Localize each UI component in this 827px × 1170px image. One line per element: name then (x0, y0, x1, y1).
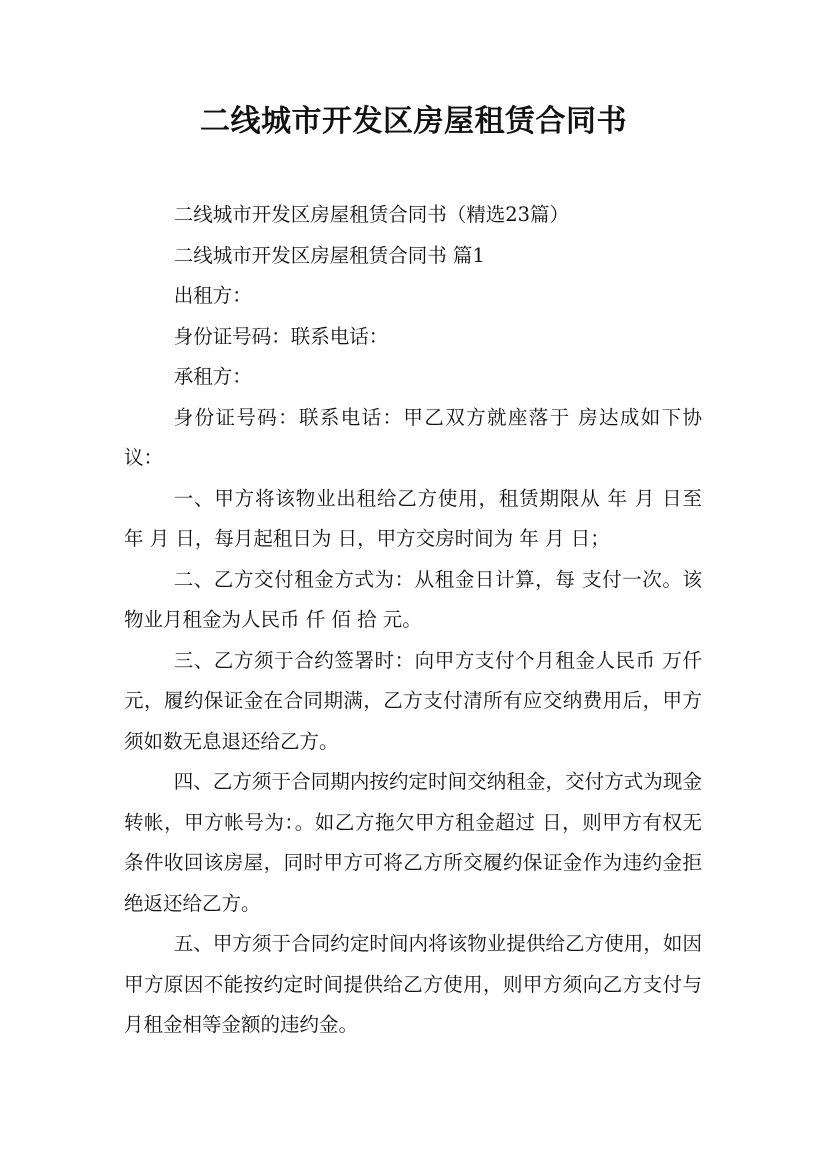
paragraph-clause-4: 四、乙方须于合同期内按约定时间交纳租金，交付方式为现金 转帐，甲方帐号为：。如乙方拖欠甲方租金超过 日，则甲方有权无条件收回该房屋，同时甲方可将乙方所交履约保证金作为违约金拒绝返还给乙方。 (124, 770, 702, 915)
paragraph-lessee: 承租方： (173, 365, 252, 388)
paragraph-clause-1: 一、甲方将该物业出租给乙方使用，租赁期限从 年 月 日至 年 月 日，每月起租日为 日，甲方交房时间为 年 月 日； (124, 486, 702, 550)
document-title: 二线城市开发区房屋租赁合同书 (200, 104, 627, 139)
paragraph-clause-3: 三、乙方须于合约签署时：向甲方支付个月租金人民币 万仟元，履约保证金在合同期满，乙方支付清所有应交纳费用后，甲方须如数无息退还给乙方。 (124, 648, 702, 753)
paragraph-clause-5: 五、甲方须于合同约定时间内将该物业提供给乙方使用，如因甲方原因不能按约定时间提供给乙方使用，则甲方须向乙方支付与月租金相等金额的违约金。 (124, 932, 702, 1036)
paragraph-subtitle: 二线城市开发区房屋租赁合同书（精选23篇） (173, 203, 570, 226)
paragraph-lessor: 出租方： (173, 284, 252, 307)
document-body (124, 195, 702, 1046)
paragraph-clause-2: 二、乙方交付租金方式为：从租金日计算，每 支付一次。该物业月租金为人民币 仟 佰 拾 元。 (124, 567, 702, 631)
paragraph-section-heading: 二线城市开发区房屋租赁合同书 篇1 (173, 243, 485, 267)
paragraph-lessee-id: 身份证号码：联系电话：甲乙双方就座落于 房达成如下协议： (124, 405, 702, 469)
paragraph-lessor-id: 身份证号码：联系电话： (173, 324, 389, 348)
